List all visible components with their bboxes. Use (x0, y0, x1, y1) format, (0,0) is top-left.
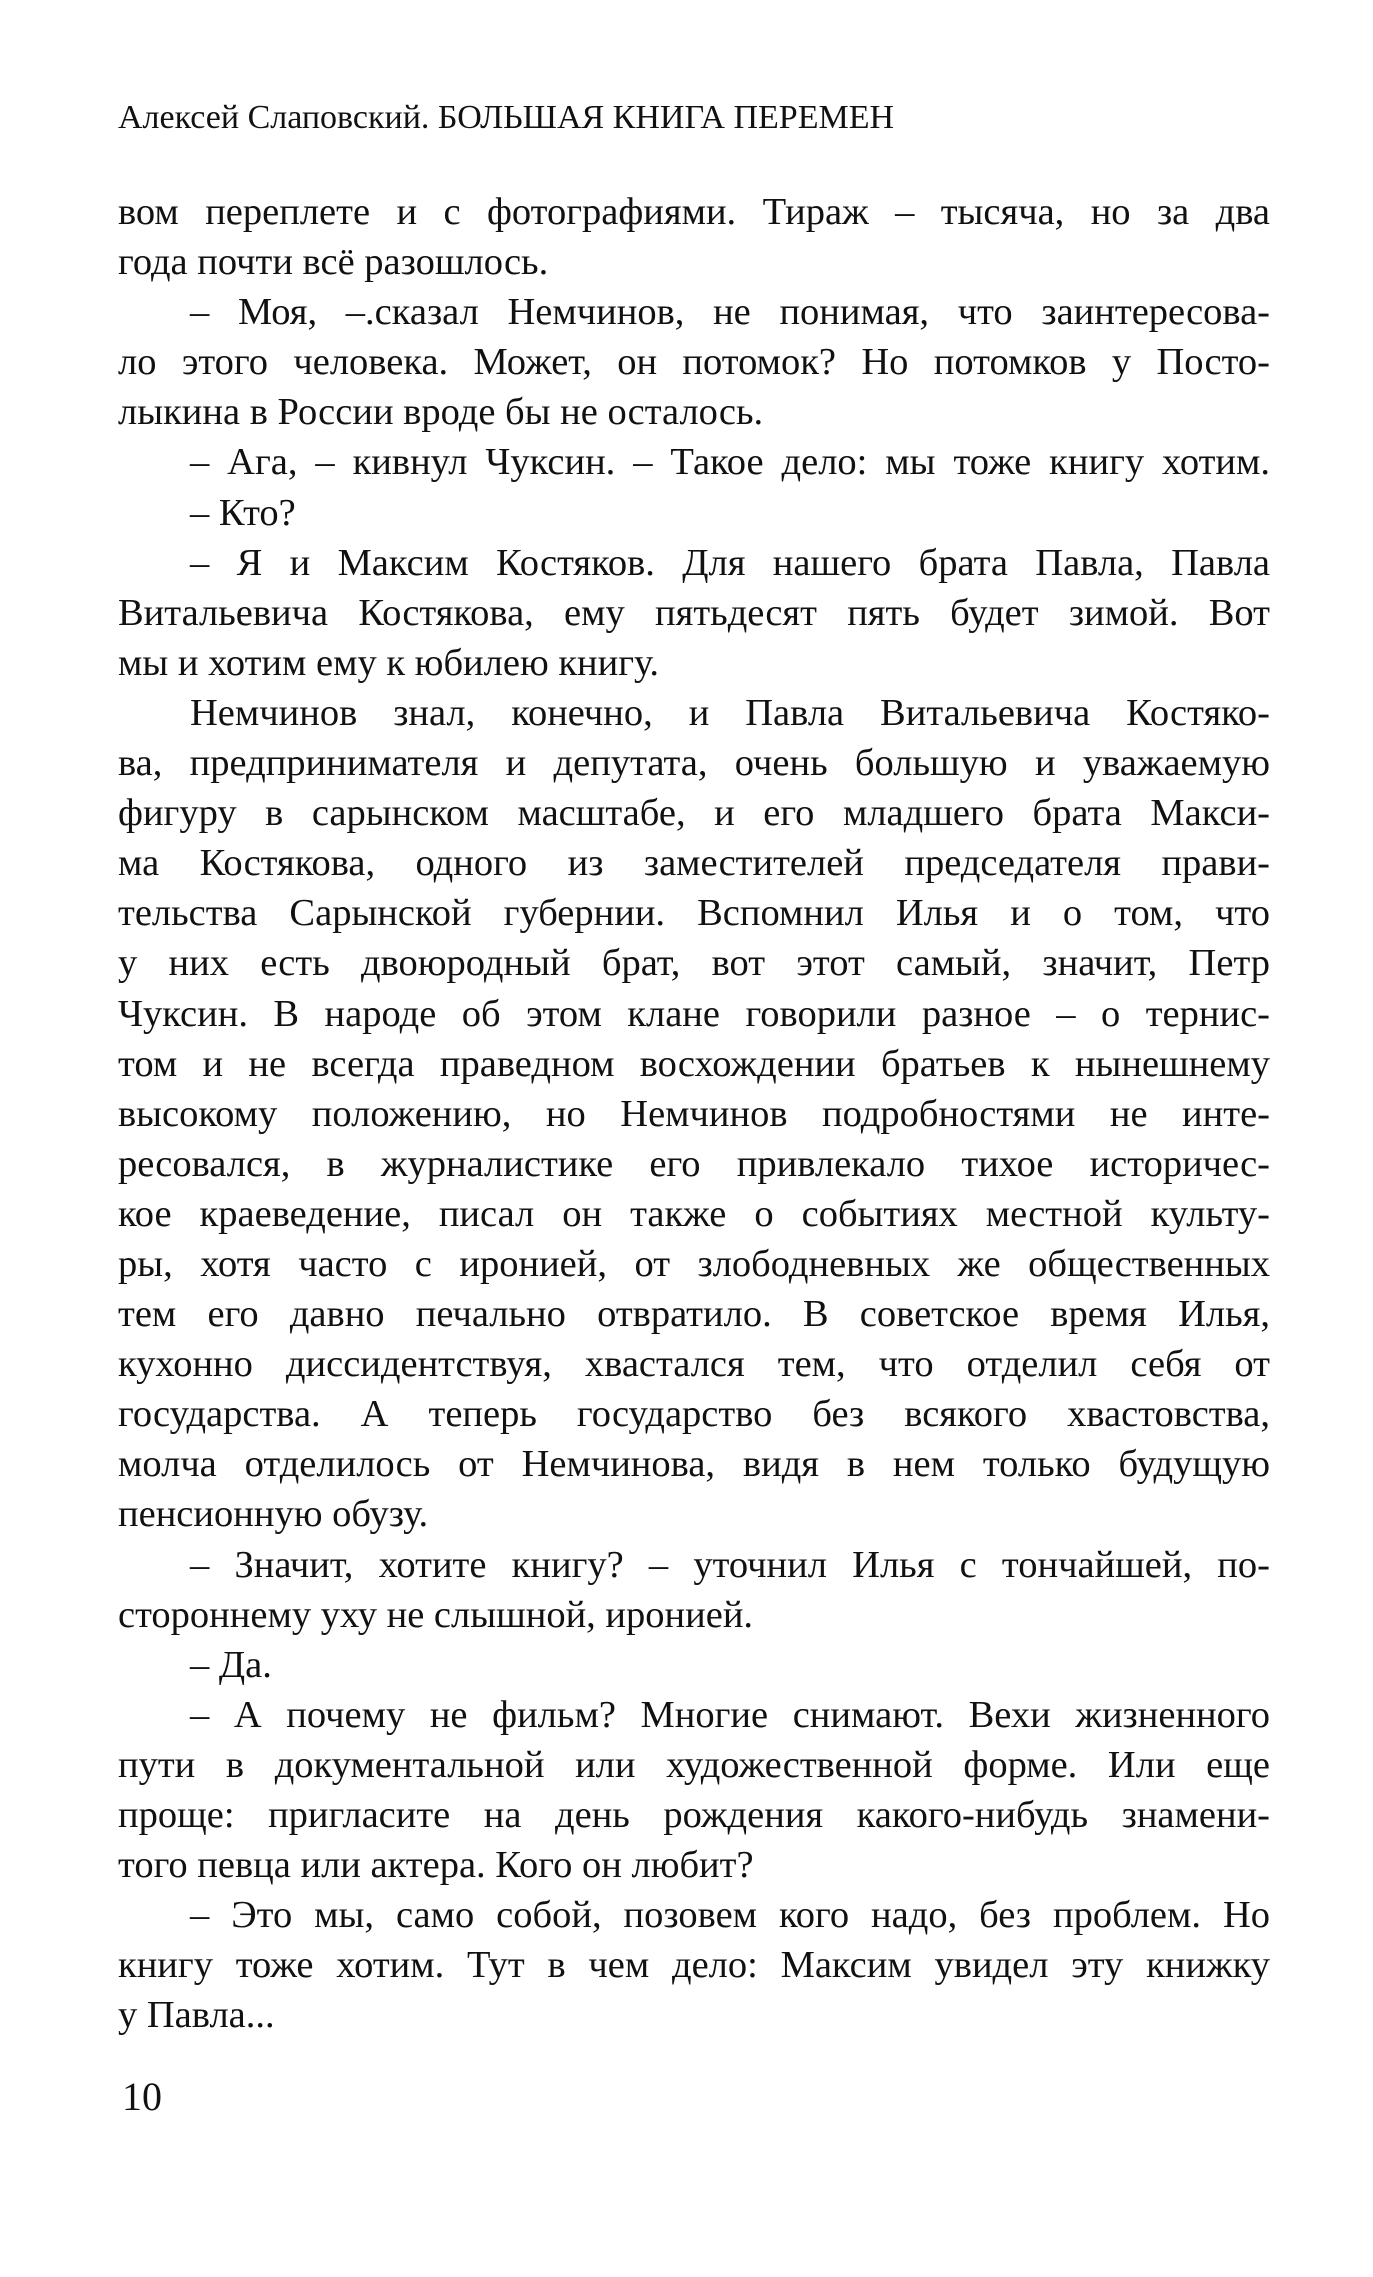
text-line: Немчинов знал, конечно, и Павла Витальевича Костяко- (190, 691, 1270, 734)
text-line: – Моя, –.сказал Немчинов, не понимая, что заинтересова- (190, 291, 1270, 334)
text-line: проще: пригласите на день рождения какого-нибудь знамени- (118, 1794, 1270, 1836)
text-line: – Да. (190, 1643, 272, 1686)
text-line: ма Костякова, одного из заместителей председателя прави- (118, 842, 1270, 885)
text-line: фигуру в сарынском масштабе, и его младшего брата Макси- (118, 792, 1270, 835)
text-line: тельства Сарынской губернии. Вспомнил Илья и о том, что (118, 892, 1270, 935)
text-line: молча отделилось от Немчинова, видя в нем только будущую (118, 1443, 1270, 1486)
text-line: – А почему не фильм? Многие снимают. Вехи жизненного (190, 1693, 1270, 1736)
text-line: ресовался, в журналистике его привлекало тихое историчес- (118, 1142, 1270, 1185)
text-line: ры, хотя часто с иронией, от злободневных же общественных (118, 1242, 1270, 1285)
text-line: – Ага, – кивнул Чуксин. – Такое дело: мы тоже книгу хотим. (190, 441, 1270, 484)
text-line: стороннему уху не слышной, иронией. (118, 1593, 754, 1636)
text-line: лыкина в России вроде бы не осталось. (118, 391, 764, 434)
text-line: пенсионную обузу. (118, 1493, 429, 1536)
text-line: тем его давно печально отвратило. В советское время Илья, (118, 1293, 1270, 1336)
text-line: мы и хотим ему к юбилею книгу. (118, 641, 660, 684)
text-line: Витальевича Костякова, ему пятьдесят пять будет зимой. Вот (118, 591, 1270, 634)
text-line: высокому положению, но Немчинов подробностями не инте- (118, 1092, 1270, 1135)
text-line: государства. А теперь государство без всякого хвастовства, (118, 1393, 1270, 1436)
text-line: года почти всё разошлось. (118, 241, 549, 284)
text-line: ва, предпринимателя и депутата, очень большую и уважаемую (118, 742, 1270, 785)
text-line: том и не всегда праведном восхождении братьев к нынешнему (118, 1042, 1270, 1085)
text-line: – Значит, хотите книгу? – уточнил Илья с тончайшей, по- (190, 1543, 1270, 1586)
text-line: у них есть двоюродный брат, вот этот самый, значит, Петр (118, 942, 1270, 985)
text-line: – Это мы, само собой, позовем кого надо, без проблем. Но (190, 1894, 1270, 1937)
text-line: кухонно диссидентствуя, хвастался тем, что отделил себя от (118, 1343, 1270, 1386)
text-line: – Кто? (190, 491, 296, 534)
text-line: кое краеведение, писал он также о событиях местной культу- (118, 1192, 1270, 1235)
text-line: ло этого человека. Может, он потомок? Но потомков у Посто- (118, 341, 1270, 384)
text-line: пути в документальной или художественной форме. Или еще (118, 1743, 1270, 1786)
text-line: – Я и Максим Костяков. Для нашего брата Павла, Павла (190, 541, 1270, 584)
text-line: Чуксин. В народе об этом клане говорили разное – о тернис- (118, 992, 1270, 1035)
page-number: 10 (122, 2074, 162, 2119)
text-line: вом переплете и с фотографиями. Тираж – тысяча, но за два (118, 191, 1270, 233)
running-head: Алексей Слаповский. БОЛЬШАЯ КНИГА ПЕРЕМЕН (118, 99, 895, 136)
text-line: того певца или актера. Кого он любит? (118, 1844, 754, 1887)
text-line: книгу тоже хотим. Тут в чем дело: Максим увидел эту книжку (118, 1944, 1270, 1987)
text-line: у Павла... (118, 1994, 275, 2037)
body-text (118, 187, 1270, 2040)
